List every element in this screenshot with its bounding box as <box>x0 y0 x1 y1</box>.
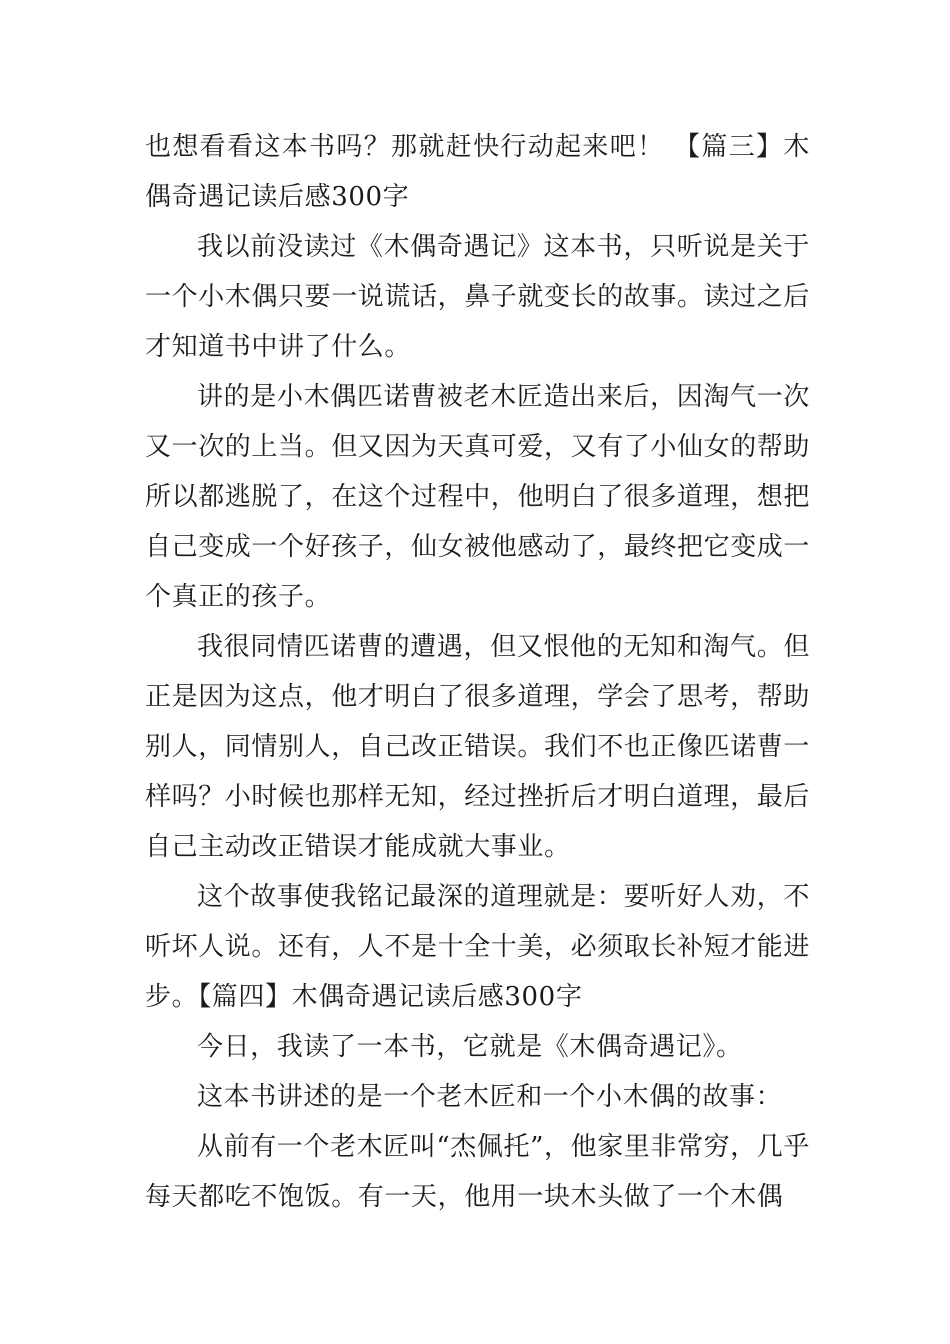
paragraph-6: 今日，我读了一本书，它就是《木偶奇遇记》。 <box>197 1032 743 1062</box>
paragraph-2: 我以前没读过《木偶奇遇记》这本书，只听说是关于一个小木偶只要一说谎话，鼻子就变长的故事。读过之后才知道书中讲了什么。 <box>145 232 811 362</box>
paragraph-4: 我很同情匹诺曹的遭遇，但又恨他的无知和淘气。但正是因为这点，他才明白了很多道理，学会了思考，帮助别人，同情别人，自己改正错误。我们不也正像匹诺曹一样吗？小时候也那样无知，经过挫折后才明白道理，最后自己主动改正错误才能成就大事业。 <box>145 632 811 862</box>
paragraph-3: 讲的是小木偶匹诺曹被老木匠造出来后，因淘气一次又一次的上当。但又因为天真可爱，又有了小仙女的帮助所以都逃脱了，在这个过程中，他明白了很多道理，想把自己变成一个好孩子，仙女被他感动了，最终把它变成一个真正的孩子。 <box>145 382 811 612</box>
paragraph-5: 这个故事使我铭记最深的道理就是：要听好人劝，不听坏人说。还有，人不是十全十美，必须取长补短才能进步。【篇四】木偶奇遇记读后感300字 <box>145 882 811 1012</box>
paragraph-7: 这本书讲述的是一个老木匠和一个小木偶的故事： <box>197 1082 783 1112</box>
paragraph-1: 也想看看这本书吗？那就赶快行动起来吧！ 【篇三】木偶奇遇记读后感300字 <box>145 132 810 212</box>
paragraph-8: 从前有一个老木匠叫“杰佩托”，他家里非常穷，几乎每天都吃不饱饭。有一天，他用一块木头做了一个木偶 <box>145 1132 810 1212</box>
document-body <box>145 122 810 1222</box>
